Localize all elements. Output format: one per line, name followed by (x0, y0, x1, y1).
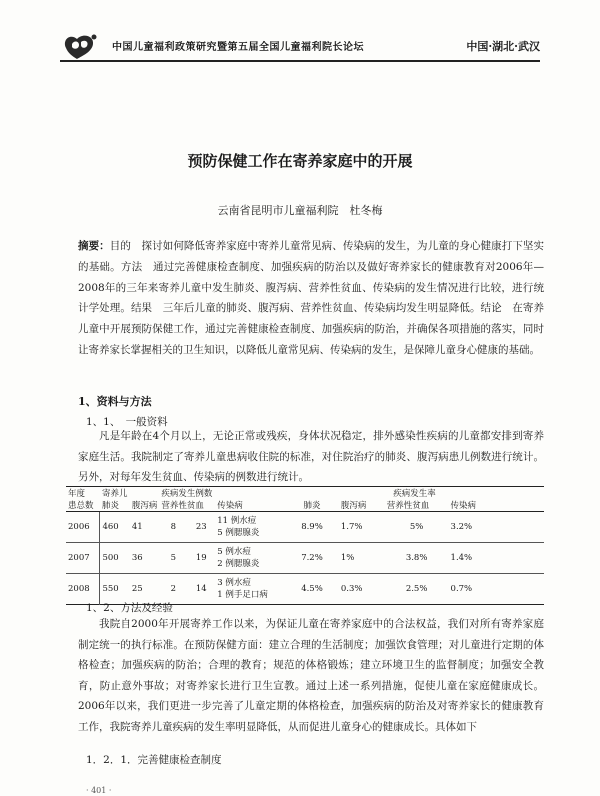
abstract-text: 目的 探讨如何降低寄养家庭中寄养儿童常见病、传染病的发生，为儿童的身心健康打下坚实的基础。方法 通过完善健康检查制度、加强疾病的防治以及做好寄养家长的健康教育对2006年—2008年的三年来寄养儿童中发生肺炎、腹泻病、营养性贫血、传染病的发生情况进行比较，进行统计学处理。结果 三年后儿童的肺炎、腹泻病、营养性贫血、传染病均发生明显降低。结论 在寄养儿童中开展预防保健工作，通过完善健康检查制度、加强疾病的防治，并确保各项措施的落实，同时让寄养家长掌握相关的卫生知识，以降低儿童常见病、传染病的发生，是保障儿童身心健康的基础。 (78, 240, 545, 356)
table-cell: 8.9% (285, 512, 339, 543)
table-header-cell: 传染病 (215, 499, 285, 512)
table-cell: 0.3% (340, 584, 363, 594)
table-header-cell: 肺炎 (100, 499, 130, 512)
table-cell: 2 (170, 584, 177, 594)
table-header-cell: 疾病发生率 (393, 489, 436, 499)
table-header-cell: 患总数 (66, 499, 100, 512)
table-cell: 460 (100, 512, 130, 543)
table-header-cell: 寄养儿 (101, 489, 128, 499)
header-divider (60, 60, 540, 62)
article-title: 预防保健工作在寄养家庭中的开展 (187, 152, 413, 170)
table-cell: 3.2% (449, 512, 544, 543)
table-cell: 1.7% (339, 512, 385, 543)
author-affiliation: 云南省昆明市儿童福利院 杜冬梅 (217, 204, 383, 217)
table-row (66, 543, 544, 574)
table-cell: 41 (130, 512, 160, 543)
table-cell: 5% (385, 512, 449, 543)
table-cell: 5 (159, 543, 187, 574)
subsection-heading: 1、1、 一般资料 (86, 416, 168, 428)
disease-statistics-table (66, 486, 544, 605)
table-header-cell: 疾病发生例数 (161, 489, 213, 499)
table-header-cell: 肺炎 (285, 499, 339, 512)
table-cell (215, 512, 285, 543)
table-cell: 1% (339, 543, 385, 574)
table-row (66, 512, 544, 543)
table-cell: 0.7% (450, 584, 473, 594)
table-header-cell: 营养性贫血 (385, 499, 449, 512)
table-cell: 3.8% (385, 543, 449, 574)
table-cell: 23 (187, 512, 215, 543)
table-cell (215, 543, 285, 574)
table-cell: 4.5% (301, 584, 323, 594)
header-location: 中国·湖北·武汉 (466, 40, 540, 53)
page-number: · 401 · (86, 786, 112, 795)
disease-line: 11 例水痘 (217, 516, 257, 526)
table-cell: 19 (187, 543, 215, 574)
table-cell: 550 (102, 584, 119, 594)
table-cell: 2008 (66, 574, 100, 605)
table-cell: 2007 (66, 543, 100, 574)
conference-logo-icon (60, 30, 100, 62)
disease-line: 5 例水痘 (217, 547, 251, 557)
table-header-cell: 传染病 (449, 499, 544, 512)
table-cell: 7.2% (285, 543, 339, 574)
header-title: 中国儿童福利政策研究暨第五届全国儿童福利院长论坛 (112, 42, 364, 53)
section-heading: 1、资料与方法 (78, 395, 152, 408)
table-cell: 36 (130, 543, 160, 574)
table-cell: 8 (159, 512, 187, 543)
disease-line: 2 例腮腺炎 (217, 559, 260, 569)
table-header-cell: 腹泻病 (339, 499, 385, 512)
disease-line: 3 例水痘 (217, 578, 251, 588)
table-cell: 2.5% (405, 584, 428, 594)
body-paragraph: 凡是年龄在4个月以上，无论正常或残疾，身体状况稳定，排外感染性疾病的儿童都安排到寄养家庭生活。我院制定了寄养儿童患病收住院的标准，对住院治疗的肺炎、腹泻病患儿例数进行统计。另外，对每年发生贫血、传染病的例数进行统计。 (78, 430, 544, 483)
table-cell: 2006 (66, 512, 100, 543)
disease-line: 5 例腮腺炎 (217, 528, 260, 538)
table-cell: 25 (131, 584, 143, 594)
table-cell: 14 (195, 584, 207, 594)
body-paragraph: 我院自2000年开展寄养工作以来，为保证儿童在寄养家庭中的合法权益，我们对所有寄养家庭制定统一的执行标准。在预防保健方面：建立合理的生活制度；加强饮食管理；对儿童进行定期的体格检查；加强疾病的防治；合理的教育；规范的体格锻炼；建立环境卫生的监督制度；加强安全教育，防止意外事故；对寄养家长进行卫生宣教。通过上述一系列措施，促使儿童在家庭健康成长。2006年以来，我们更进一步完善了儿童定期的体格检查，加强疾病的防治及对寄养家长的健康教育工作，我院寄养儿童疾病的发生率明显降低，从而促进儿童身心的健康成长。具体如下 (78, 618, 544, 733)
page-header (60, 30, 540, 64)
table-header-row (66, 487, 544, 500)
subsection-heading: 1．2．1．完善健康检查制度 (86, 754, 222, 766)
table-header-cell: 腹泻病 (131, 501, 158, 511)
table-cell (215, 574, 285, 605)
subsection-heading: 1、2、方法及经验 (86, 602, 173, 614)
abstract-label: 摘要： (78, 240, 110, 252)
abstract (78, 236, 544, 361)
table-cell: 500 (100, 543, 130, 574)
table-header-row (66, 499, 544, 512)
table-cell: 1.4% (449, 543, 544, 574)
table-header-cell: 年度 (68, 489, 86, 499)
disease-line: 1 例手足口病 (217, 590, 268, 600)
table-header-cell: 营养性贫血 (159, 499, 215, 512)
